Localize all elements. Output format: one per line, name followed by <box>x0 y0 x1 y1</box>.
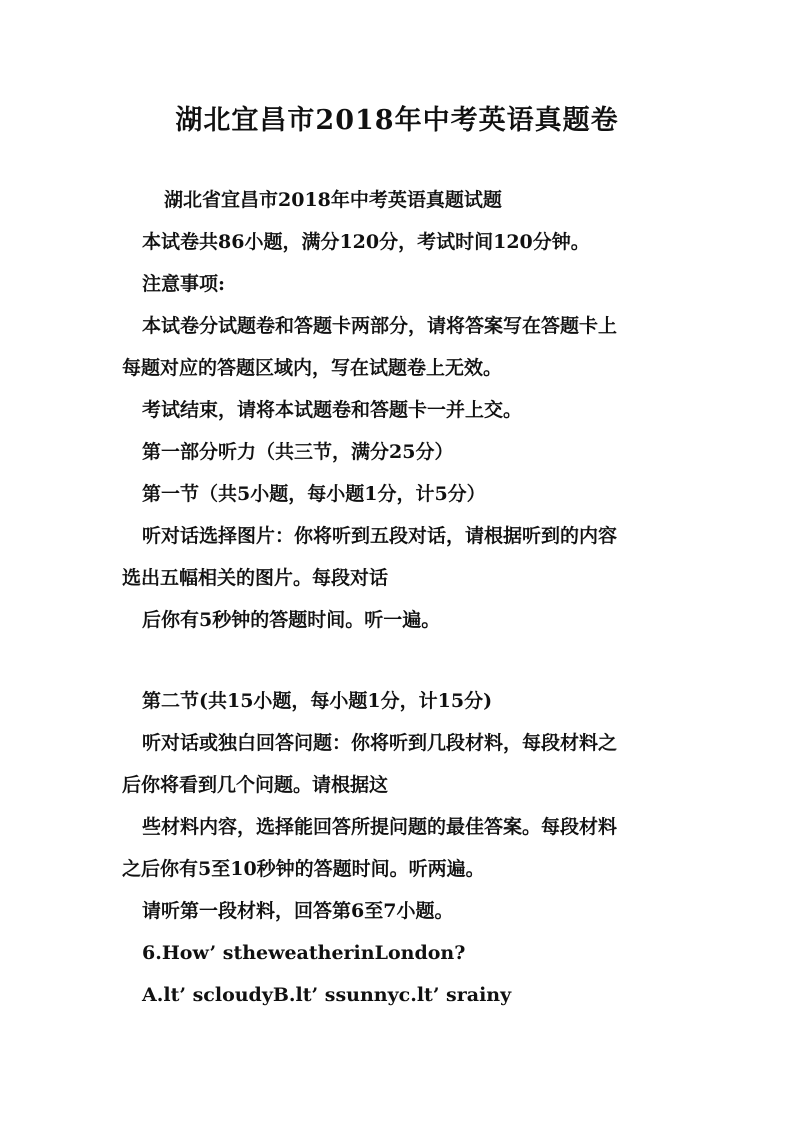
section-instruction: 后你将看到几个问题。请根据这 <box>122 774 389 796</box>
section-heading: 第一节（共5小题，每小题1分，计5分） <box>142 483 486 505</box>
section-instruction: 之后你有5至10秒钟的答题时间。听两遍。 <box>122 858 485 880</box>
page-title: 湖北宜昌市2018年中考英语真题卷 <box>175 105 619 136</box>
section-heading: 第二节(共15小题，每小题1分，计15分) <box>142 690 493 712</box>
section-instruction: 听对话或独白回答问题：你将听到几段材料，每段材料之 <box>142 732 618 754</box>
part-heading: 第一部分听力（共三节，满分25分） <box>142 441 454 463</box>
question-options: A.lt’ scloudyB.lt’ ssunnyc.lt’ srainy <box>142 984 512 1006</box>
notice-line: 本试卷分试题卷和答题卡两部分，请将答案写在答题卡上 <box>142 315 618 337</box>
question-text: 6.How’ stheweatherinLondon? <box>142 942 466 964</box>
notice-line: 考试结束，请将本试题卷和答题卡一并上交。 <box>142 399 523 421</box>
listen-prompt: 请听第一段材料，回答第6至7小题。 <box>142 900 454 922</box>
section-instruction: 些材料内容，选择能回答所提问题的最佳答案。每段材料 <box>142 816 618 838</box>
document-subtitle: 湖北省宜昌市2018年中考英语真题试题 <box>164 189 502 211</box>
section-instruction: 选出五幅相关的图片。每段对话 <box>122 567 389 589</box>
exam-intro: 本试卷共86小题，满分120分，考试时间120分钟。 <box>142 231 590 253</box>
section-instruction: 听对话选择图片：你将听到五段对话，请根据听到的内容 <box>142 525 618 547</box>
notice-line: 每题对应的答题区域内，写在试题卷上无效。 <box>122 357 503 379</box>
notice-heading: 注意事项: <box>142 273 226 295</box>
section-instruction: 后你有5秒钟的答题时间。听一遍。 <box>142 609 441 631</box>
